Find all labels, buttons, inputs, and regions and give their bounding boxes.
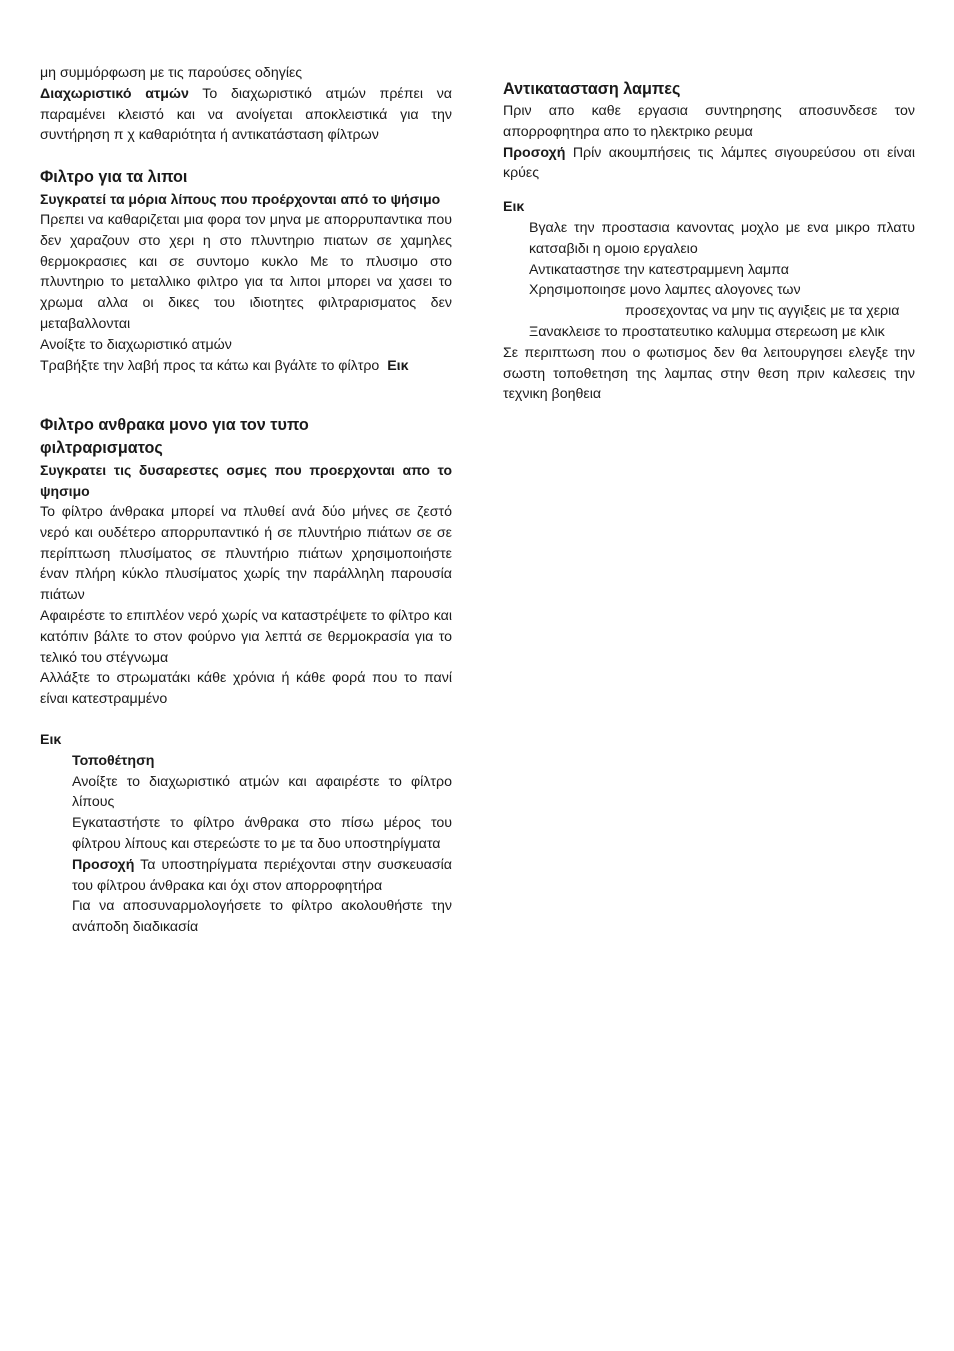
intro-line: μη συμμόρφωση με τις παρούσες οδηγίες (40, 65, 303, 81)
grease-filter-open-step: Ανοίξτε το διαχωριστικό ατμών (40, 336, 232, 353)
carbon-filter-replace-paragraph: Αλλάξτε το στρωματάκι κάθε χρόνια ή κάθε φορά που το πανί είναι κατεστραμμένο (40, 670, 452, 708)
carbon-filter-heading-line2: φιλτραρισματος (40, 439, 163, 458)
installation-step-1: Ανοίξτε το διαχωριστικό ατμών και αφαιρέστε το φίλτρο λίπους (72, 773, 452, 811)
grease-filter-pull-text: Τραβήξτε την λαβή προς τα κάτω και βγάλτε το φίλτρο (40, 357, 380, 374)
installation-step-4: Για να αποσυναρμολογήσετε το φίλτρο ακολουθήστε την ανάποδη διαδικασία (72, 898, 452, 936)
lamp-step-1: Βγαλε την προστασια κανοντας μοχλο με ενα μικρο πλατυ κατσαβιδι η ομοιο εργαλειο (529, 219, 915, 257)
grease-filter-pull-step (40, 356, 452, 377)
lamp-troubleshoot-note: Σε περιπτωση που ο φωτισμος δεν θα λειτουργησει ελεγξε την σωστη τοποθετηση της λαμπας στην θεση πριν καλεσεις την τεχνικη βοηθεια (503, 344, 915, 403)
installation-heading: Τοποθέτηση (72, 752, 155, 769)
carbon-filter-dry-paragraph: Αφαιρέστε το επιπλέον νερό χωρίς να καταστρέψετε το φίλτρο και κατόπιν βάλτε το στον φούρνο για λεπτά σε θερμοκρασία για το τελικό του στέγνωμα (40, 607, 452, 666)
lamp-replacement-heading: Αντικατασταση λαμπες (503, 80, 681, 98)
vapour-divider-label: Διαχωριστικό ατμών (40, 85, 189, 102)
right-column (503, 63, 915, 405)
vapour-divider-text: Το διαχωριστικό ατμών πρέπει να παραμένει κλειστό και να ανοίγεται αποκλειστικά για την συντήρηση π χ καθαριότητα ή αντικατάσταση φίλτρων (40, 85, 452, 144)
left-column (40, 63, 452, 938)
carbon-filter-heading-line1: Φιλτρο ανθρακα μονο για τον τυπο (40, 416, 309, 435)
lamp-caution-paragraph (503, 143, 915, 185)
lamp-steps (529, 218, 915, 343)
lamp-caution-text: Πρίν ακουμπήσεις τις λάμπες σιγουρεύσου οτι είναι κρύες (503, 144, 915, 182)
figure-label-right: Εικ (503, 199, 525, 216)
carbon-filter-subtitle: Συγκρατει τις δυσαρεστες οσμες που προερχονται απο το ψησιμο (40, 462, 452, 500)
installation-caution-label: Προσοχή (72, 856, 135, 873)
grease-filter-subtitle: Συγκρατεί τα μόρια λίπους που προέρχονται από το ψήσιμο (40, 191, 441, 208)
lamp-step-2: Αντικαταστησε την κατεστραμμενη λαμπα (529, 261, 789, 278)
vapour-divider-paragraph (40, 84, 452, 146)
installation-caution-text: Τα υποστηρίγματα περιέχονται στην συσκευασία του φίλτρου άνθρακα και όχι στον απορροφητήρα (72, 856, 452, 894)
lamp-disconnect-paragraph: Πριν απο καθε εργασια συντηρησης αποσυνδεσε τον απορροφητηρα απο το ηλεκτρικο ρευμα (503, 103, 915, 140)
lamp-caution-label: Προσοχή (503, 144, 566, 161)
grease-filter-heading: Φιλτρο για τα λιποι (40, 168, 188, 187)
lamp-step-3-line1: Χρησιμοποιησε μονο λαμπες αλογονες των (529, 282, 801, 299)
lamp-step-4: Ξανακλεισε το προστατευτικο καλυμμα στερεωση με κλικ (529, 323, 885, 340)
installation-steps (72, 751, 452, 938)
grease-filter-paragraph: Πρεπει να καθαριζεται μια φορα τον μηνα με απορρυπαντικα που δεν χαραζουν στο χερι η στο πλυντηριο πιατων σε χαμηλες θερμοκρασιες και σε συντομο κυκλο Με το πλυσιμο στο πλυντηριο το μεταλλικο φιλτρο για τα λιποι μπορει να χασει το χρωμα αλλα οι δικες του ιδιοτητες φιλτραρισματος δεν μεταβαλλονται (40, 211, 452, 332)
installation-step-3 (72, 855, 452, 897)
installation-step-2: Εγκαταστήστε το φίλτρο άνθρακα στο πίσω μέρος του φίλτρου λίπους και στερεώστε το με τα δυο υποστηρίγματα (72, 815, 452, 852)
carbon-filter-heading (40, 414, 452, 460)
lamp-step-3-line2: προσεχοντας να μην τις αγγιξεις με τα χερια (625, 303, 900, 320)
figure-label-left: Εικ (40, 731, 62, 748)
grease-filter-fig-ref: Εικ (387, 357, 409, 374)
carbon-filter-wash-paragraph: Το φίλτρο άνθρακα μπορεί να πλυθεί ανά δύο μήνες σε ζεστό νερό και ουδέτερο απορρυπαντικό ή σε πλυντήριο πιάτων σε σε περίπτωση πλυσίματος σε πλυντήριο πιάτων χρησιμοποιήστε έναν πλήρη κύκλο πλυσίματος χωρίς την παράλληλη παρουσία πιάτων (40, 503, 452, 604)
